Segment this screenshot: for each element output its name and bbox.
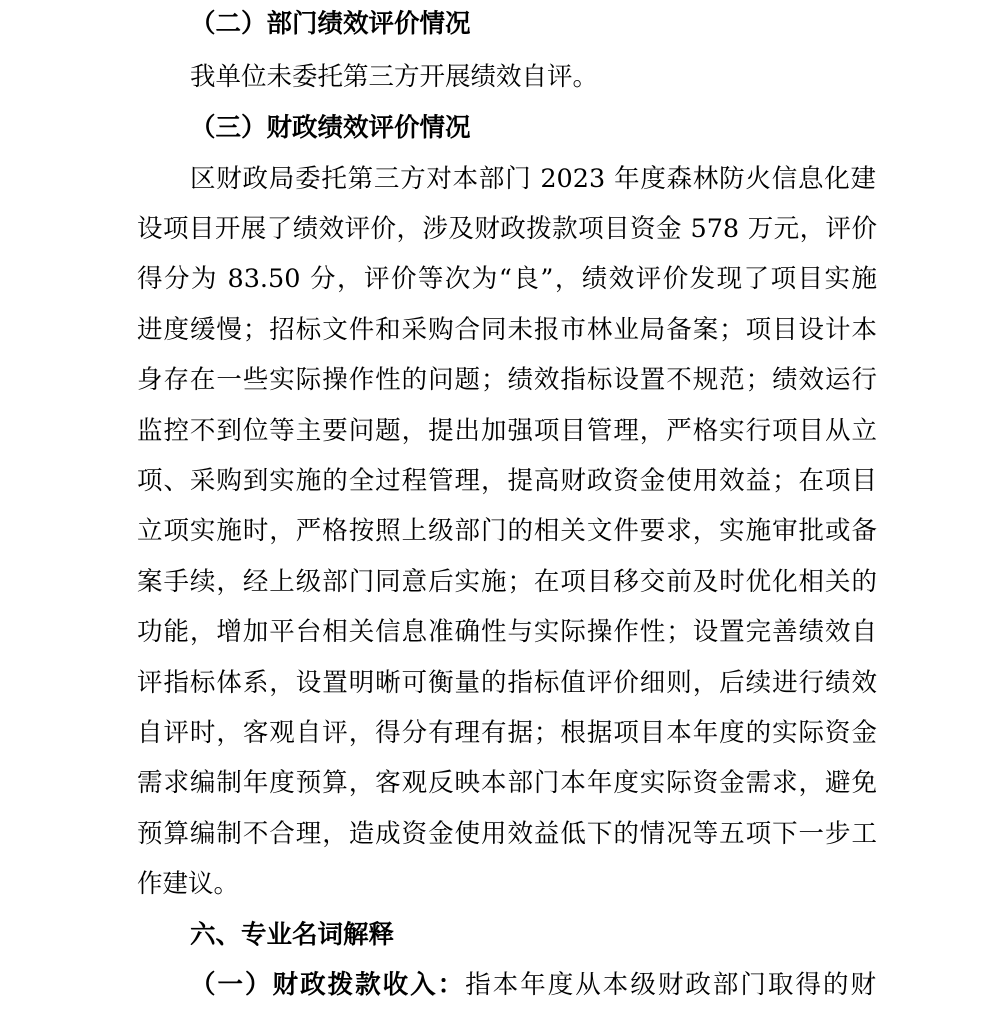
section-3-paragraph-line: 项、采购到实施的全过程管理，提高财政资金使用效益；在项目 — [137, 466, 877, 496]
section-3-paragraph-line: 案手续，经上级部门同意后实施；在项目移交前及时优化相关的 — [137, 567, 877, 597]
section-3-paragraph-line: 立项实施时，严格按照上级部门的相关文件要求，实施审批或备 — [137, 516, 877, 546]
section-2-body: 我单位未委托第三方开展绩效自评。 — [190, 62, 599, 92]
section-2-heading: （二）部门绩效评价情况 — [190, 9, 471, 39]
section-3-paragraph-line: 监控不到位等主要问题，提出加强项目管理，严格实行项目从立 — [137, 416, 877, 446]
section-3-paragraph-line: 进度缓慢；招标文件和采购合同未报市林业局备案；项目设计本 — [137, 315, 877, 345]
section-6-item-1-text: 指本年度从本级财政部门取得的财 — [465, 970, 876, 1000]
section-3-paragraph-line: 设项目开展了绩效评价，涉及财政拨款项目资金 578 万元，评价 — [137, 214, 877, 244]
section-3-heading: （三）财政绩效评价情况 — [190, 113, 471, 143]
section-3-paragraph-line: 得分为 83.50 分，评价等次为“良”，绩效评价发现了项目实施 — [137, 264, 877, 294]
section-3-paragraph-line: 功能，增加平台相关信息准确性与实际操作性；设置完善绩效自 — [137, 617, 877, 647]
section-3-paragraph-line: 预算编制不合理，造成资金使用效益低下的情况等五项下一步工 — [137, 819, 877, 849]
section-3-paragraph-line: 自评时，客观自评，得分有理有据；根据项目本年度的实际资金 — [137, 718, 877, 748]
section-3-paragraph-line: 评指标体系，设置明晰可衡量的指标值评价细则，后续进行绩效 — [137, 668, 877, 698]
section-3-paragraph-line: 区财政局委托第三方对本部门 2023 年度森林防火信息化建 — [190, 164, 876, 194]
section-3-paragraph-line: 需求编制年度预算，客观反映本部门本年度实际资金需求，避免 — [137, 768, 877, 798]
section-6-item-1 — [190, 968, 876, 1002]
section-6-heading: 六、专业名词解释 — [190, 920, 395, 950]
section-6-item-1-term: （一）财政拨款收入： — [190, 970, 466, 1000]
section-3-paragraph-line: 作建议。 — [137, 869, 240, 899]
section-3-paragraph-line: 身存在一些实际操作性的问题；绩效指标设置不规范；绩效运行 — [137, 365, 877, 395]
